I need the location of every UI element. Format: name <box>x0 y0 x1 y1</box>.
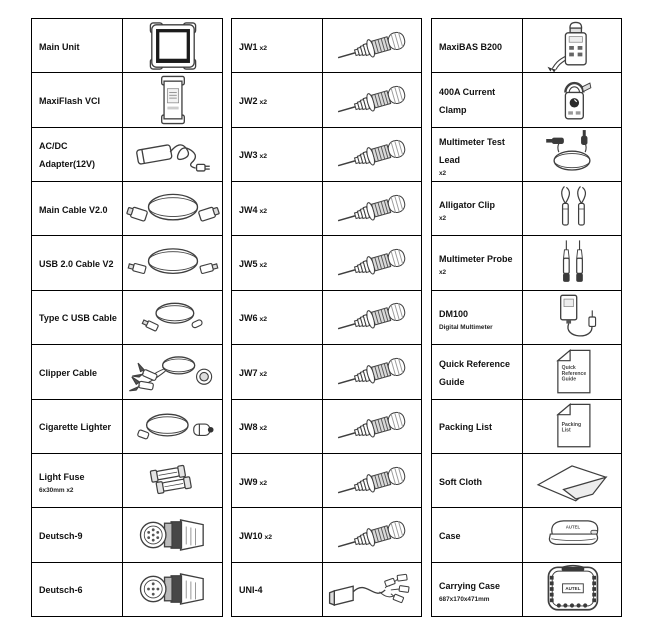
item-sublabel: x2 <box>439 269 447 277</box>
carrycase-icon <box>523 563 621 616</box>
item-row <box>232 236 421 290</box>
item-label: Type C USB Cable <box>39 313 117 324</box>
svg-text:AUTEL: AUTEL <box>565 524 581 530</box>
item-row <box>432 182 621 236</box>
item-row <box>232 182 421 236</box>
item-label-cell <box>432 182 523 235</box>
item-label: JW5 <box>239 259 258 270</box>
item-row <box>32 454 222 508</box>
item-row <box>432 291 621 345</box>
item-label: Alligator Clip <box>439 200 495 211</box>
item-label: Main Cable V2.0 <box>39 204 108 215</box>
item-label: Case <box>439 530 461 541</box>
jw-icon <box>323 400 421 453</box>
jw-icon <box>323 291 421 344</box>
item-label: Main Unit <box>39 41 80 52</box>
item-label: JW3 <box>239 150 258 161</box>
item-qty: x2 <box>259 99 268 107</box>
item-label: Soft Cloth <box>439 476 482 487</box>
item-label-cell <box>32 73 123 126</box>
item-sublabel: x2 <box>439 169 447 177</box>
item-label: JW6 <box>239 313 258 324</box>
item-label: JW9 <box>239 476 258 487</box>
usb-cable-icon <box>123 236 222 289</box>
svg-text:AUTEL: AUTEL <box>565 586 581 592</box>
item-row <box>232 19 421 73</box>
item-row <box>432 345 621 399</box>
doc-icon <box>523 345 621 398</box>
item-label-cell <box>432 73 523 126</box>
item-label: MaxiFlash VCI <box>39 96 101 107</box>
item-label-cell <box>232 182 323 235</box>
uni4-icon <box>323 563 421 616</box>
probe-icon <box>523 236 621 289</box>
fuse-icon <box>123 454 222 507</box>
item-label: Multimeter Test Lead <box>439 136 505 165</box>
item-label-cell <box>432 563 523 616</box>
item-label-cell <box>32 400 123 453</box>
packing-table-column-2 <box>231 18 422 617</box>
item-label-cell <box>32 345 123 398</box>
item-label-cell <box>432 345 523 398</box>
item-row <box>432 563 621 616</box>
item-label-cell <box>232 236 323 289</box>
jw-icon <box>323 19 421 72</box>
item-label-cell <box>32 291 123 344</box>
item-qty: x2 <box>259 153 268 161</box>
svg-text:QuickReferenceGuide: Quick Reference Guide <box>561 365 587 383</box>
item-label-cell <box>432 508 523 561</box>
item-sublabel: 6x30mm x2 <box>39 486 74 494</box>
deutsch9-icon <box>123 508 222 561</box>
item-label-cell <box>32 508 123 561</box>
doc-icon <box>523 400 621 453</box>
item-label-cell <box>32 128 123 181</box>
item-row <box>232 128 421 182</box>
deutsch6-icon <box>123 563 222 616</box>
item-label-cell <box>432 400 523 453</box>
item-label-cell <box>232 19 323 72</box>
item-qty: x2 <box>264 533 273 541</box>
item-label-cell <box>432 128 523 181</box>
item-label: JW10 <box>239 530 263 541</box>
item-row <box>432 454 621 508</box>
item-sublabel: x2 <box>439 215 447 223</box>
item-row <box>432 400 621 454</box>
alligator-icon <box>523 182 621 235</box>
item-qty: x2 <box>259 44 268 52</box>
packing-table-column-3 <box>431 18 622 617</box>
b200-icon <box>523 19 621 72</box>
item-qty: x2 <box>259 262 268 270</box>
item-qty: x2 <box>259 207 268 215</box>
item-label-cell <box>232 345 323 398</box>
item-row <box>232 400 421 454</box>
jw-icon <box>323 182 421 235</box>
item-label-cell <box>232 454 323 507</box>
item-label: Deutsch-6 <box>39 585 83 596</box>
item-qty: x2 <box>259 316 268 324</box>
item-row <box>432 73 621 127</box>
item-sublabel: Digital Multimeter <box>439 323 493 331</box>
item-label: AC/DC Adapter(12V) <box>39 141 96 170</box>
testlead-icon <box>523 128 621 181</box>
adapter-icon <box>123 128 222 181</box>
item-label: JW8 <box>239 422 258 433</box>
item-row <box>32 345 222 399</box>
jw-icon <box>323 454 421 507</box>
item-row <box>232 508 421 562</box>
item-label-cell <box>32 563 123 616</box>
item-label: 400A Current Clamp <box>439 87 496 116</box>
item-label: Deutsch-9 <box>39 530 83 541</box>
jw-icon <box>323 236 421 289</box>
item-label: Clipper Cable <box>39 367 98 378</box>
item-row <box>232 73 421 127</box>
vci-icon <box>123 73 222 126</box>
item-row <box>432 128 621 182</box>
item-row <box>32 400 222 454</box>
dm100-icon <box>523 291 621 344</box>
item-sublabel: 687x170x471mm <box>439 595 490 603</box>
item-label-cell <box>32 236 123 289</box>
item-label-cell <box>432 19 523 72</box>
item-label-cell <box>432 236 523 289</box>
item-label-cell <box>232 291 323 344</box>
item-label: Carrying Case <box>439 580 501 591</box>
item-label-cell <box>432 291 523 344</box>
item-row <box>432 508 621 562</box>
item-row <box>432 236 621 290</box>
item-label-cell <box>232 563 323 616</box>
item-label: JW7 <box>239 367 258 378</box>
item-label-cell <box>232 73 323 126</box>
item-qty: x2 <box>259 370 268 378</box>
item-label: Packing List <box>439 422 493 433</box>
item-label-cell <box>32 182 123 235</box>
item-row <box>32 19 222 73</box>
item-qty: x2 <box>259 425 268 433</box>
item-label-cell <box>32 454 123 507</box>
case-icon <box>523 508 621 561</box>
typec-cable-icon <box>123 291 222 344</box>
packing-table-column-1 <box>31 18 223 617</box>
item-row <box>32 128 222 182</box>
clipper-cable-icon <box>123 345 222 398</box>
item-label: Light Fuse <box>39 471 85 482</box>
item-row <box>32 73 222 127</box>
item-row <box>32 236 222 290</box>
item-label: Multimeter Probe <box>439 254 513 265</box>
item-label: UNI-4 <box>239 585 263 596</box>
item-label: MaxiBAS B200 <box>439 41 503 52</box>
jw-icon <box>323 345 421 398</box>
main-cable-icon <box>123 182 222 235</box>
item-row <box>32 563 222 616</box>
item-row <box>232 345 421 399</box>
item-label: USB 2.0 Cable V2 <box>39 259 114 270</box>
item-label-cell <box>232 128 323 181</box>
item-label-cell <box>232 400 323 453</box>
item-label: JW1 <box>239 41 258 52</box>
item-row <box>432 19 621 73</box>
tablet-icon <box>123 19 222 72</box>
item-row <box>232 563 421 616</box>
item-label-cell <box>32 19 123 72</box>
item-label-cell <box>432 454 523 507</box>
item-row <box>32 182 222 236</box>
item-label: Quick Reference Guide <box>439 358 511 387</box>
item-row <box>32 291 222 345</box>
jw-icon <box>323 128 421 181</box>
item-label: Cigarette Lighter <box>39 422 112 433</box>
svg-text:PackingList: Packing List <box>561 422 581 434</box>
item-row <box>232 291 421 345</box>
cig-lighter-icon <box>123 400 222 453</box>
item-label: JW4 <box>239 204 258 215</box>
item-row <box>32 508 222 562</box>
item-qty: x2 <box>259 479 268 487</box>
cloth-icon <box>523 454 621 507</box>
item-label: DM100 <box>439 308 469 319</box>
jw-icon <box>323 508 421 561</box>
item-label: JW2 <box>239 96 258 107</box>
item-label-cell <box>232 508 323 561</box>
item-row <box>232 454 421 508</box>
clamp-icon <box>523 73 621 126</box>
jw-icon <box>323 73 421 126</box>
